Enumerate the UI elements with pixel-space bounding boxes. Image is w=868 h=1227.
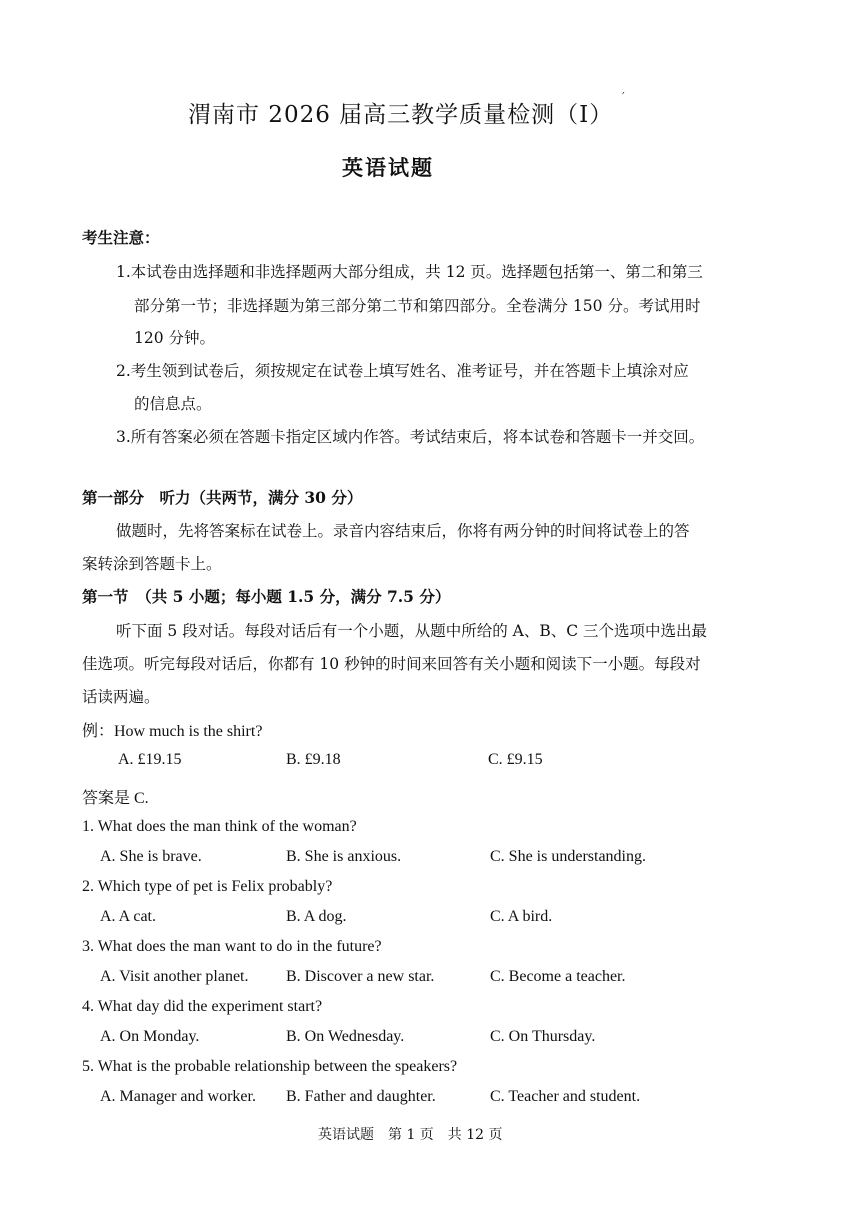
part1-instruction-line-1: 做题时，先将答案标在试卷上。录音内容结束后，你将有两分钟的时间将试卷上的答 <box>116 522 690 540</box>
notice-heading: 考生注意： <box>82 228 160 247</box>
notice-item-1-line-3: 120 分钟。 <box>134 329 216 347</box>
notice-item-1-line-1: 1.本试卷由选择题和非选择题两大部分组成，共 12 页。选择题包括第一、第二和第三 <box>116 263 703 281</box>
question-3: 3. What does the man want to do in the future? <box>82 938 382 955</box>
question-5-option-c: C. Teacher and student. <box>490 1088 641 1105</box>
question-3-option-c: C. Become a teacher. <box>490 968 626 985</box>
section1-instruction-line-3: 话读两遍。 <box>82 688 160 706</box>
notice-item-1-line-2: 部分第一节；非选择题为第三部分第二节和第四部分。全卷满分 150 分。考试用时 <box>134 297 701 315</box>
example-option-c: C. £9.15 <box>488 751 543 768</box>
stray-mark: ′ <box>622 90 625 104</box>
question-2-option-c: C. A bird. <box>490 908 553 925</box>
question-4-option-b: B. On Wednesday. <box>286 1028 405 1045</box>
example-option-b: B. £9.18 <box>286 751 341 768</box>
question-2-option-a: A. A cat. <box>100 908 156 925</box>
question-1-option-a: A. She is brave. <box>100 848 202 865</box>
section1-instruction-line-1: 听下面 5 段对话。每段对话后有一个小题，从题中所给的 A、B、C 三个选项中选出最 <box>116 622 708 640</box>
example-option-a: A. £19.15 <box>118 751 182 768</box>
question-1: 1. What does the man think of the woman? <box>82 818 357 835</box>
page-footer: 英语试题 第 1 页 共 12 页 <box>318 1127 503 1143</box>
exam-subtitle: 英语试题 <box>342 155 434 180</box>
question-4-option-a: A. On Monday. <box>100 1028 200 1045</box>
section1-heading: 第一节 （共 5 小题；每小题 1.5 分，满分 7.5 分） <box>82 587 451 606</box>
question-2: 2. Which type of pet is Felix probably? <box>82 878 333 895</box>
part1-instruction-line-2: 案转涂到答题卡上。 <box>82 555 222 573</box>
question-2-option-b: B. A dog. <box>286 908 347 925</box>
question-3-option-b: B. Discover a new star. <box>286 968 435 985</box>
notice-item-3-line-1: 3.所有答案必须在答题卡指定区域内作答。考试结束后，将本试卷和答题卡一并交回。 <box>116 428 705 446</box>
question-5: 5. What is the probable relationship between the speakers? <box>82 1058 458 1075</box>
part1-heading: 第一部分 听力（共两节，满分 30 分） <box>82 488 363 507</box>
notice-item-2-line-1: 2.考生领到试卷后，须按规定在试卷上填写姓名、准考证号，并在答题卡上填涂对应 <box>116 362 689 380</box>
question-1-option-b: B. She is anxious. <box>286 848 402 865</box>
notice-item-2-line-2: 的信息点。 <box>134 395 212 413</box>
question-1-option-c: C. She is understanding. <box>490 848 646 865</box>
question-5-option-a: A. Manager and worker. <box>100 1088 256 1105</box>
question-5-option-b: B. Father and daughter. <box>286 1088 436 1105</box>
exam-title: 渭南市 2026 届高三教学质量检测（I） <box>188 102 614 128</box>
question-3-option-a: A. Visit another planet. <box>100 968 249 985</box>
section1-instruction-line-2: 佳选项。听完每段对话后，你都有 10 秒钟的时间来回答有关小题和阅读下一小题。每段对 <box>82 655 701 673</box>
example-question: 例：How much is the shirt? <box>82 723 263 740</box>
question-4-option-c: C. On Thursday. <box>490 1028 596 1045</box>
question-4: 4. What day did the experiment start? <box>82 998 323 1015</box>
example-answer: 答案是 C. <box>82 790 149 807</box>
